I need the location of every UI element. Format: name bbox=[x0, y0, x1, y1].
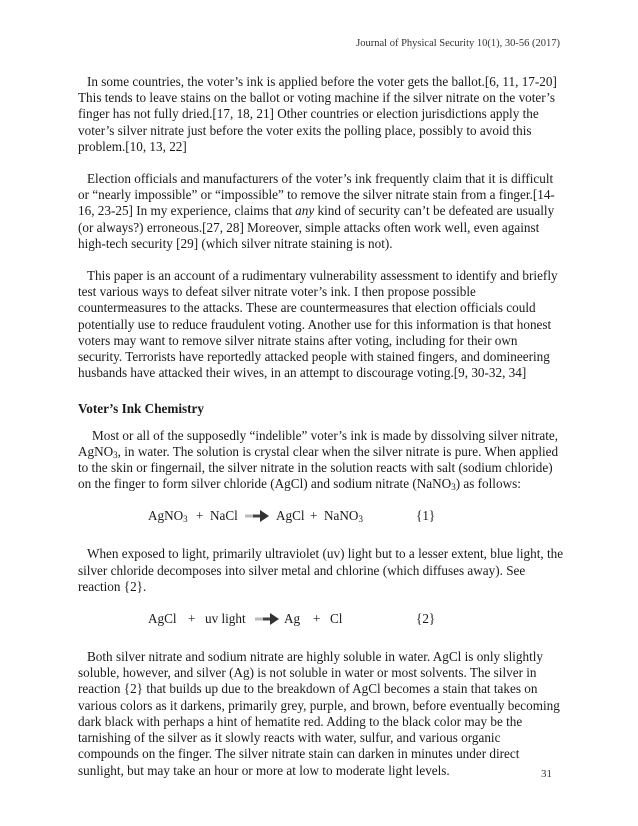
reaction-arrow-icon bbox=[245, 510, 269, 522]
paragraph-4-text-c: ) as follows: bbox=[455, 476, 521, 492]
paragraph-2-text-a: Election officials and manufacturers of the voter’s ink frequently claim that it is difficult or “nearly impossible” or “impossible” to remove the silver nitrate stain from a finger.[14-16, 23-25] In my experience, claims that bbox=[78, 171, 555, 219]
reactant-1: AgCl bbox=[148, 611, 177, 627]
reaction-1 bbox=[78, 508, 564, 524]
subscript: 3 bbox=[183, 514, 188, 525]
reactant-2: uv light bbox=[205, 611, 246, 627]
subscript: 3 bbox=[451, 482, 456, 493]
plus-sign: + bbox=[196, 508, 204, 524]
product-2 bbox=[324, 508, 363, 524]
plus-sign: + bbox=[310, 508, 318, 524]
product-2-formula: NaNO bbox=[324, 508, 359, 524]
reactant-1 bbox=[148, 508, 188, 524]
reactant-2: NaCl bbox=[210, 508, 238, 524]
paragraph-1: In some countries, the voter’s ink is applied before the voter gets the ballot.[6, 11, 17-20] This tends to leave stains on the ballot or voting machine if the silver nitrate on the voter’s finger has not fully dried.[17, 18, 21] Other countries or election jurisdictions apply the voter’s silver nitrate just before the voter exits the polling place, possibly to avoid this problem.[10, 13, 22] bbox=[78, 74, 557, 154]
equation-number: {2} bbox=[416, 611, 436, 627]
product-1: Ag bbox=[284, 611, 301, 627]
subscript: 3 bbox=[113, 449, 118, 460]
paragraph-4-text-a: Most or all of the supposedly “indelible” voter’s ink is made by dissolving silver nitrate, AgNO bbox=[78, 427, 559, 459]
paragraph-2 bbox=[78, 171, 564, 252]
running-header: Journal of Physical Security 10(1), 30-56 (2017) bbox=[356, 38, 560, 49]
emphasis-any: any bbox=[295, 203, 315, 219]
paragraph-2-text-b: kind of security can’t be defeated are usually (or always?) erroneous.[27, 28] Moreover, simple attacks often work well, even against high-tech security [29] (which silver nitrate staining is not). bbox=[78, 203, 555, 251]
product-2: Cl bbox=[330, 611, 343, 627]
product-1: AgCl bbox=[276, 508, 305, 524]
plus-sign: + bbox=[188, 611, 196, 627]
equation-number: {1} bbox=[416, 508, 436, 524]
article-body bbox=[78, 74, 564, 795]
subscript: 3 bbox=[358, 514, 363, 525]
page-number: 31 bbox=[541, 768, 552, 780]
reaction-arrow-icon bbox=[255, 613, 279, 625]
plus-sign: + bbox=[313, 611, 321, 627]
paragraph-3: This paper is an account of a rudimentary vulnerability assessment to identify and briefly test various ways to defeat silver nitrate voter’s ink. I then propose possible countermeasures to the attacks. These are countermeasures that election officials could potentially use to reduce fraudulent voting. Another use for this information is that honest voters may want to remove silver nitrate stains after voting, including for their own security. Terrorists have reportedly attacked people with stained fingers, and domineering husbands have attacked their wives, in an attempt to discourage voting.[9, 30-32, 34] bbox=[78, 268, 558, 381]
section-heading: Voter’s Ink Chemistry bbox=[78, 401, 205, 417]
reaction-2 bbox=[78, 611, 564, 627]
paragraph-4 bbox=[78, 428, 564, 493]
paragraph-6: Both silver nitrate and sodium nitrate are highly soluble in water. AgCl is only slightly soluble, however, and silver (Ag) is not soluble in water or most solvents. The silver in reaction {2} that builds up due to the breakdown of AgCl becomes a stain that takes on various colors as it darkens, primarily grey, purple, and brown, before eventually becoming dark black with perhaps a hint of hematite red. Adding to the black color may be the tarnishing of the silver as it slowly reacts with water, sulfur, and various organic compounds on the finger. The silver nitrate stain can darken in minutes under direct sunlight, but may take an hour or more at low to moderate light levels. bbox=[78, 649, 560, 778]
reactant-1-formula: AgNO bbox=[148, 508, 184, 524]
paragraph-4-text-b: , in water. The solution is crystal clear when the silver nitrate is pure. When applied to the skin or fingernail, the silver nitrate in the solution reacts with salt (sodium chloride) on the finger to form silver chloride (AgCl) and sodium nitrate (NaNO bbox=[78, 443, 559, 492]
paragraph-5: When exposed to light, primarily ultraviolet (uv) light but to a lesser extent, blue light, the silver chloride decomposes into silver metal and chlorine (which diffuses away). See reaction {2}. bbox=[78, 546, 564, 594]
